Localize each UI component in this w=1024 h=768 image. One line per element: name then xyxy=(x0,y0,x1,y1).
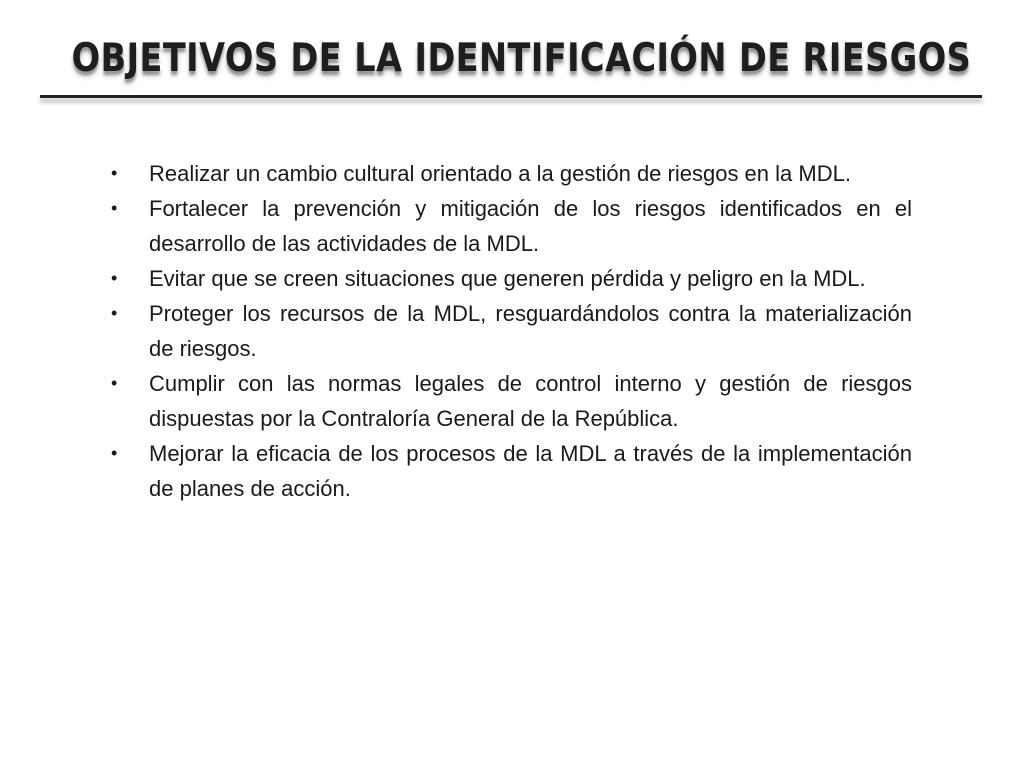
bullet-icon: • xyxy=(111,373,118,393)
list-item xyxy=(108,156,912,191)
objective-text: Fortalecer la prevención y mitigación de los riesgos identificados en el desarrollo de las actividades de la MDL. xyxy=(149,196,912,256)
list-item xyxy=(108,191,912,261)
bullet-icon: • xyxy=(111,443,118,463)
list-item xyxy=(108,436,912,506)
objective-text: Evitar que se creen situaciones que generen pérdida y peligro en la MDL. xyxy=(149,266,866,291)
title-underline xyxy=(40,95,982,98)
bullet-icon: • xyxy=(111,268,118,288)
objectives-list xyxy=(108,156,912,506)
objective-text: Realizar un cambio cultural orientado a la gestión de riesgos en la MDL. xyxy=(149,161,851,186)
objective-text: Proteger los recursos de la MDL, resguardándolos contra la materialización de riesgos. xyxy=(149,301,912,361)
objective-text: Mejorar la eficacia de los procesos de la MDL a través de la implementación de planes de acción. xyxy=(149,441,912,501)
list-item xyxy=(108,296,912,366)
objective-text: Cumplir con las normas legales de control interno y gestión de riesgos dispuestas por la Contraloría General de la República. xyxy=(149,371,912,431)
bullet-icon: • xyxy=(111,163,118,183)
bullet-icon: • xyxy=(111,303,118,323)
list-item xyxy=(108,261,912,296)
bullet-icon: • xyxy=(111,198,118,218)
slide-title: OBJETIVOS DE LA IDENTIFICACIÓN DE RIESGOS xyxy=(71,36,972,81)
list-item xyxy=(108,366,912,436)
